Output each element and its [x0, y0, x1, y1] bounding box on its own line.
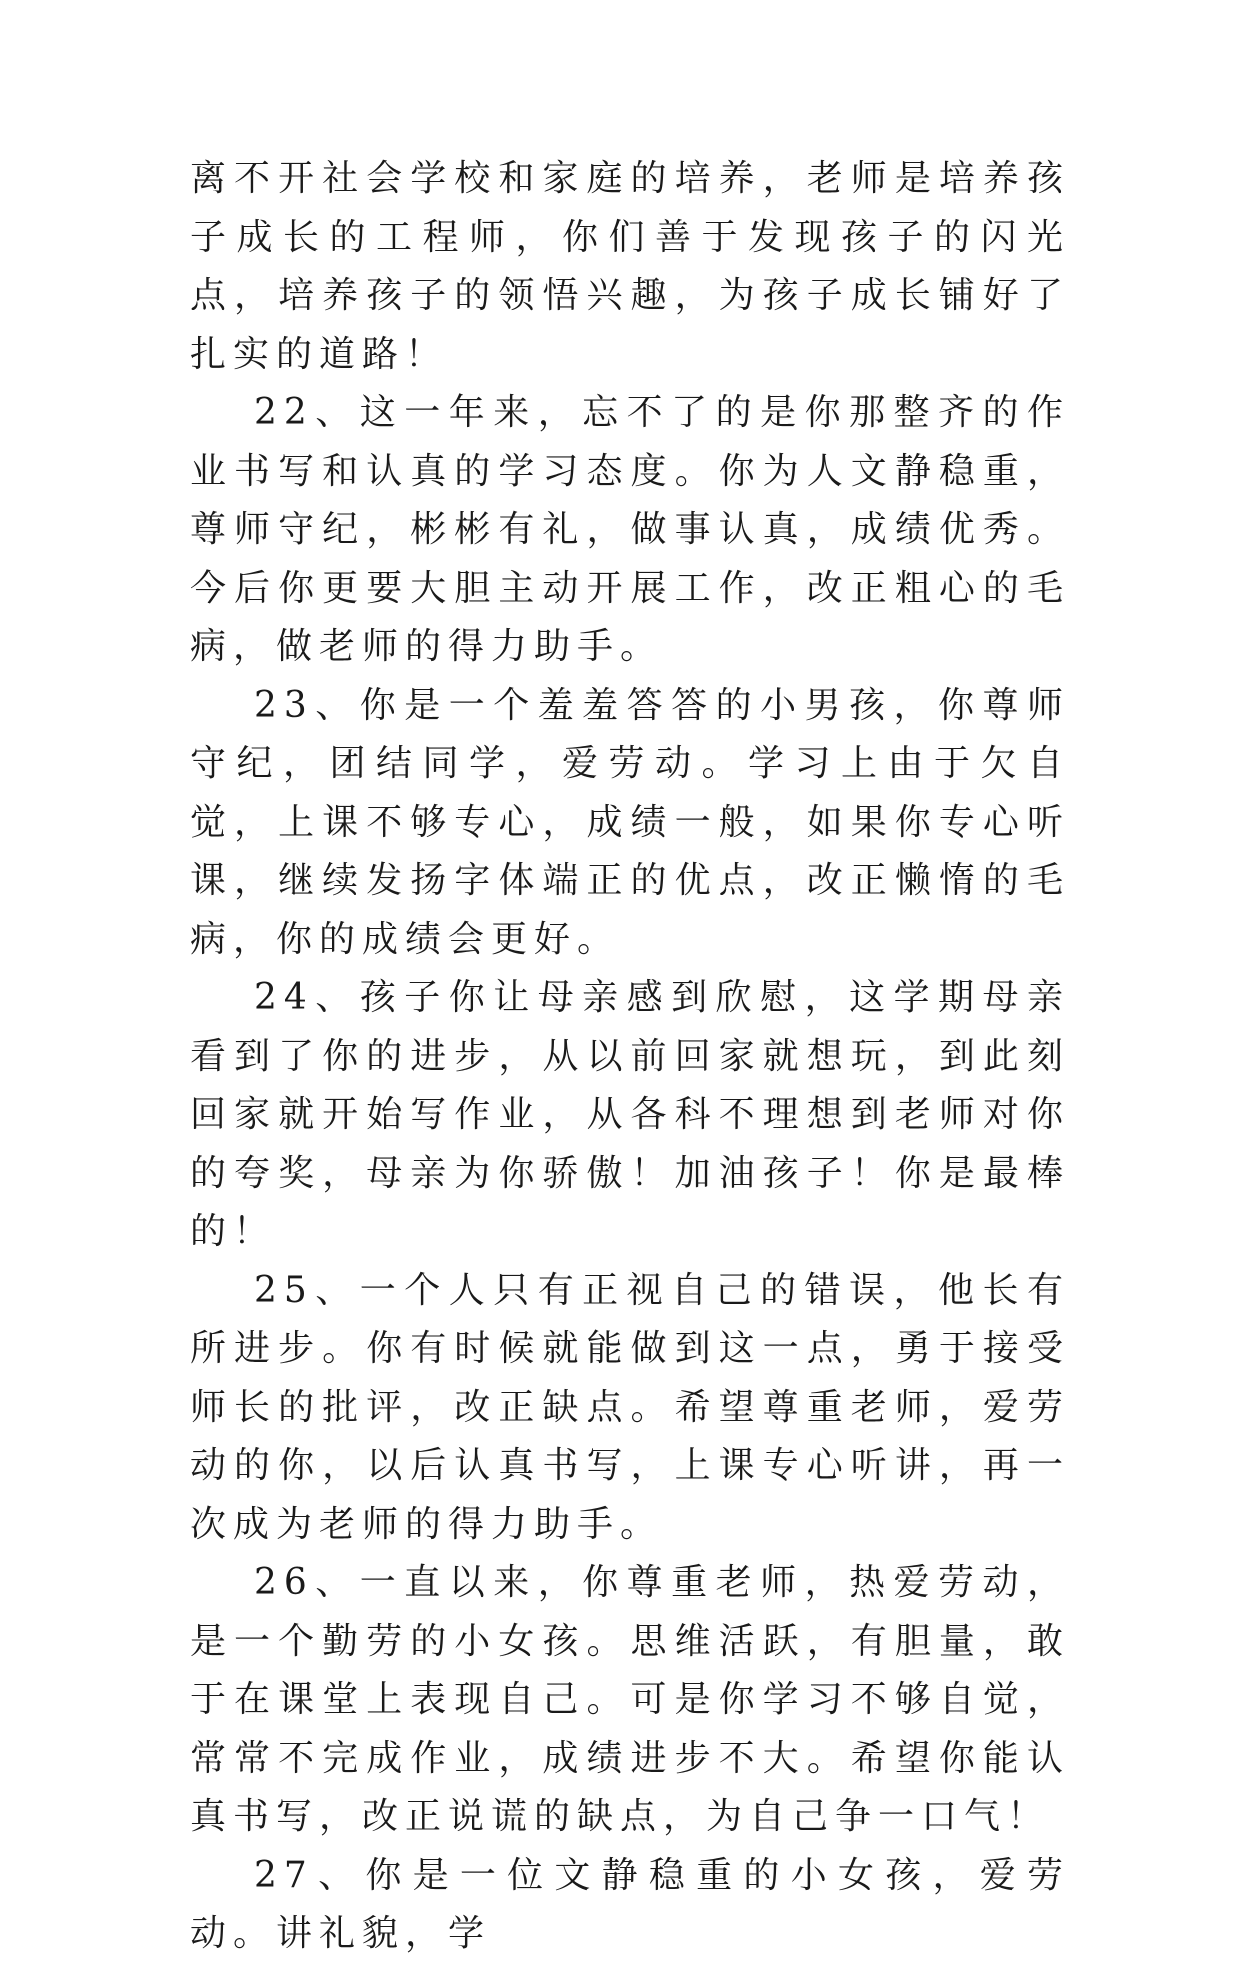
paragraph-22: 22、这一年来，忘不了的是你那整齐的作业书写和认真的学习态度。你为人文静稳重，尊师守纪，彬彬有礼，做事认真，成绩优秀。今后你更要大胆主动开展工作，改正粗心的毛病，做老师的得力助手。: [190, 392, 1070, 667]
paragraph-23: 23、你是一个羞羞答答的小男孩，你尊师守纪，团结同学，爱劳动。学习上由于欠自觉，上课不够专心，成绩一般，如果你专心听课，继续发扬字体端正的优点，改正懒惰的毛病，你的成绩会更好。: [190, 684, 1070, 960]
paragraph-27: 27、你是一位文静稳重的小女孩，爱劳动。讲礼貌，学: [190, 1854, 1070, 1954]
paragraph-continuation: 离不开社会学校和家庭的培养，老师是培养孩子成长的工程师，你们善于发现孩子的闪光点，培养孩子的领悟兴趣，为孩子成长铺好了扎实的道路！: [190, 158, 1070, 375]
paragraph-25: 25、一个人只有正视自己的错误，他长有所进步。你有时候就能做到这一点，勇于接受师长的批评，改正缺点。希望尊重老师，爱劳动的你，以后认真书写，上课专心听讲，再一次成为老师的得力助手。: [190, 1269, 1070, 1545]
paragraph-24: 24、孩子你让母亲感到欣慰，这学期母亲看到了你的进步，从以前回家就想玩，到此刻回家就开始写作业，从各科不理想到老师对你的夸奖，母亲为你骄傲！加油孩子！你是最棒的！: [190, 977, 1070, 1252]
paragraph-26: 26、一直以来，你尊重老师，热爱劳动，是一个勤劳的小女孩。思维活跃，有胆量，敢于在课堂上表现自己。可是你学习不够自觉，常常不完成作业，成绩进步不大。希望你能认真书写，改正说谎的缺点，为自己争一口气！: [190, 1562, 1070, 1837]
document-body: [190, 150, 1070, 1964]
